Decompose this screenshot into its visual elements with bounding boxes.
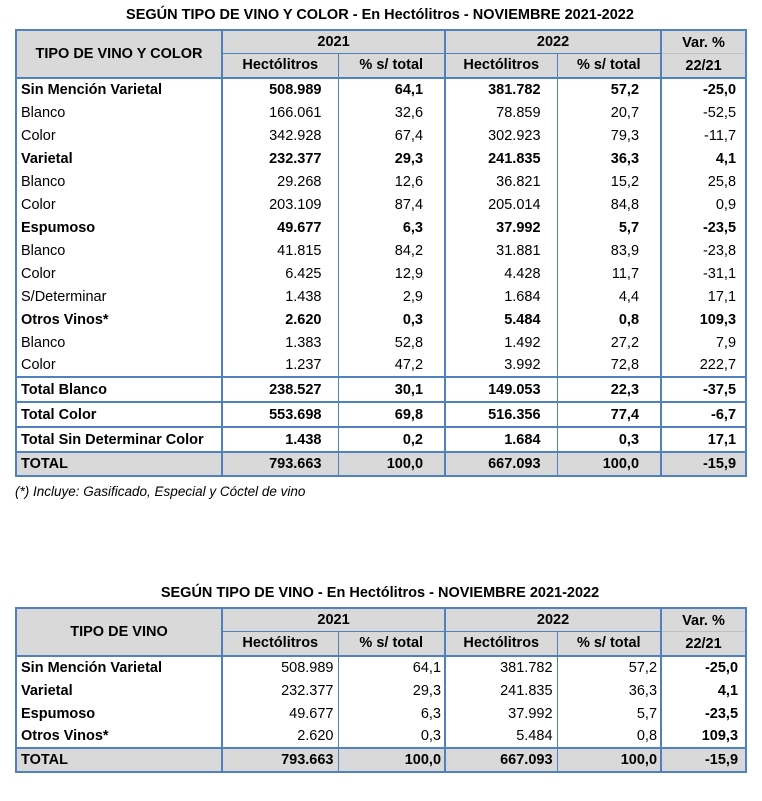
var-pct-cell: -15,9 <box>661 748 746 772</box>
row-label-cell: Blanco <box>16 331 222 354</box>
var-pct-years: 22/21 <box>685 58 722 74</box>
hectolitros-2021-cell: 203.109 <box>222 193 338 216</box>
var-pct-cell: -23,5 <box>704 705 739 722</box>
table-row <box>16 354 746 377</box>
row-label-cell: Espumoso <box>16 702 222 725</box>
table2-header-year-2022: 2022 <box>445 608 661 631</box>
table2-title: SEGÚN TIPO DE VINO - En Hectólitros - NOVIEMBRE 2021-2022 <box>160 585 600 601</box>
table1-header-label: TIPO DE VINO Y COLOR <box>16 30 222 78</box>
hectolitros-2022-cell: 31.881 <box>445 239 557 262</box>
row-label-cell: Sin Mención Varietal <box>16 656 222 679</box>
table-row <box>16 101 746 124</box>
table1-title: SEGÚN TIPO DE VINO Y COLOR - En Hectólitros - NOVIEMBRE 2021-2022 <box>126 7 634 23</box>
var-pct-cell: -6,7 <box>661 402 746 427</box>
pct-total-2022-cell: 84,8 <box>557 193 661 216</box>
table2-subheader-pct-2022: % s/ total <box>557 631 661 656</box>
table1-subheader-hect-2022: Hectólitros <box>445 53 557 78</box>
hectolitros-2021-cell: 1.438 <box>222 427 338 452</box>
pct-total-2022-cell: 36,3 <box>557 679 661 702</box>
pct-total-2021-cell: 30,1 <box>338 377 445 402</box>
pct-total-2022-cell: 36,3 <box>557 147 661 170</box>
row-label-cell: Total Blanco <box>16 377 222 402</box>
var-pct-cell: 25,8 <box>707 173 737 190</box>
pct-total-2022-cell: 100,0 <box>557 748 661 772</box>
hectolitros-2022-cell: 1.492 <box>445 331 557 354</box>
row-label-cell: Varietal <box>16 679 222 702</box>
var-pct-cell: -52,5 <box>702 104 737 121</box>
var-pct-cell: 109,3 <box>701 728 739 744</box>
hectolitros-2021-cell: 793.663 <box>222 748 338 772</box>
pct-total-2021-cell: 69,8 <box>338 402 445 427</box>
row-label-cell: Color <box>16 124 222 147</box>
table-row <box>16 147 746 170</box>
var-pct-label: Var. % <box>662 609 745 632</box>
row-label-cell: Otros Vinos* <box>16 725 222 748</box>
hectolitros-2021-cell: 41.815 <box>222 239 338 262</box>
pct-total-2022-cell: 0,8 <box>557 725 661 748</box>
pct-total-2021-cell: 87,4 <box>338 193 445 216</box>
var-pct-cell: 17,1 <box>707 288 737 305</box>
pct-total-2022-cell: 15,2 <box>557 170 661 193</box>
table-row <box>16 427 746 452</box>
pct-total-2021-cell: 64,1 <box>338 78 445 101</box>
hectolitros-2021-cell: 166.061 <box>222 101 338 124</box>
pct-total-2022-cell: 11,7 <box>557 262 661 285</box>
hectolitros-2022-cell: 4.428 <box>445 262 557 285</box>
pct-total-2021-cell: 6,3 <box>338 702 445 725</box>
hectolitros-2022-cell: 667.093 <box>445 748 557 772</box>
pct-total-2022-cell: 27,2 <box>557 331 661 354</box>
table1-header-year-2022: 2022 <box>445 30 661 53</box>
pct-total-2021-cell: 64,1 <box>338 656 445 679</box>
hectolitros-2022-cell: 5.484 <box>445 308 557 331</box>
hectolitros-2021-cell: 49.677 <box>222 702 338 725</box>
table-row <box>16 702 746 725</box>
table-row <box>16 402 746 427</box>
row-label-cell: Otros Vinos* <box>16 308 222 331</box>
table-row <box>16 679 746 702</box>
var-pct-cell: -23,5 <box>702 219 737 236</box>
hectolitros-2022-cell: 37.992 <box>445 702 557 725</box>
table-row <box>16 124 746 147</box>
row-label-cell: S/Determinar <box>16 285 222 308</box>
pct-total-2021-cell: 6,3 <box>338 216 445 239</box>
hectolitros-2022-cell: 241.835 <box>445 147 557 170</box>
table2-header-year-2021: 2021 <box>222 608 445 631</box>
pct-total-2021-cell: 12,6 <box>338 170 445 193</box>
table2-subheader-hect-2021: Hectólitros <box>222 631 338 656</box>
pct-total-2022-cell: 5,7 <box>557 702 661 725</box>
hectolitros-2021-cell: 508.989 <box>222 78 338 101</box>
var-pct-cell: -25,0 <box>704 660 739 676</box>
hectolitros-2022-cell: 36.821 <box>445 170 557 193</box>
var-pct-cell: 4,1 <box>717 682 739 699</box>
pct-total-2021-cell: 12,9 <box>338 262 445 285</box>
table-row <box>16 170 746 193</box>
table2-subheader-pct-2021: % s/ total <box>338 631 445 656</box>
pct-total-2022-cell: 100,0 <box>557 452 661 476</box>
table1-subheader-pct-2021: % s/ total <box>338 53 445 78</box>
var-pct-cell: -25,0 <box>702 82 737 98</box>
row-label-cell: Sin Mención Varietal <box>16 78 222 101</box>
pct-total-2022-cell: 22,3 <box>557 377 661 402</box>
pct-total-2022-cell: 57,2 <box>557 656 661 679</box>
pct-total-2022-cell: 4,4 <box>557 285 661 308</box>
pct-total-2021-cell: 100,0 <box>338 748 445 772</box>
pct-total-2021-cell: 29,3 <box>338 147 445 170</box>
var-pct-cell: 109,3 <box>699 311 737 328</box>
table-row <box>16 331 746 354</box>
table1-footnote: (*) Incluye: Gasificado, Especial y Cóctel de vino <box>15 484 306 499</box>
table1-header-year-2021: 2021 <box>222 30 445 53</box>
pct-total-2022-cell: 83,9 <box>557 239 661 262</box>
row-label-cell: Blanco <box>16 239 222 262</box>
hectolitros-2021-cell: 6.425 <box>222 262 338 285</box>
row-label-cell: Color <box>16 354 222 377</box>
var-pct-cell: 7,9 <box>715 334 737 351</box>
row-label-cell: TOTAL <box>16 748 222 772</box>
pct-total-2021-cell: 0,2 <box>338 427 445 452</box>
hectolitros-2022-cell: 667.093 <box>445 452 557 476</box>
var-pct-cell: -23,8 <box>702 242 737 259</box>
pct-total-2022-cell: 57,2 <box>557 78 661 101</box>
hectolitros-2022-cell: 3.992 <box>445 354 557 377</box>
var-pct-label: Var. % <box>662 31 745 54</box>
pct-total-2022-cell: 5,7 <box>557 216 661 239</box>
hectolitros-2021-cell: 1.383 <box>222 331 338 354</box>
row-label-cell: Color <box>16 262 222 285</box>
hectolitros-2021-cell: 342.928 <box>222 124 338 147</box>
pct-total-2022-cell: 20,7 <box>557 101 661 124</box>
hectolitros-2021-cell: 2.620 <box>222 725 338 748</box>
table2-header-var-pct <box>661 608 746 656</box>
hectolitros-2021-cell: 1.237 <box>222 354 338 377</box>
table-row <box>16 452 746 476</box>
hectolitros-2021-cell: 793.663 <box>222 452 338 476</box>
table2-body <box>16 656 746 772</box>
pct-total-2021-cell: 29,3 <box>338 679 445 702</box>
row-label-cell: Blanco <box>16 170 222 193</box>
table-row <box>16 748 746 772</box>
hectolitros-2022-cell: 381.782 <box>445 656 557 679</box>
hectolitros-2022-cell: 5.484 <box>445 725 557 748</box>
table-row <box>16 216 746 239</box>
table-row <box>16 193 746 216</box>
pct-total-2021-cell: 100,0 <box>338 452 445 476</box>
table-row <box>16 285 746 308</box>
hectolitros-2022-cell: 241.835 <box>445 679 557 702</box>
row-label-cell: Blanco <box>16 101 222 124</box>
table-row <box>16 725 746 748</box>
table1-header-var-pct <box>661 30 746 78</box>
pct-total-2021-cell: 84,2 <box>338 239 445 262</box>
hectolitros-2022-cell: 381.782 <box>445 78 557 101</box>
row-label-cell: TOTAL <box>16 452 222 476</box>
hectolitros-2021-cell: 553.698 <box>222 402 338 427</box>
hectolitros-2021-cell: 232.377 <box>222 147 338 170</box>
table1-subheader-hect-2021: Hectólitros <box>222 53 338 78</box>
var-pct-cell: -15,9 <box>661 452 746 476</box>
var-pct-cell: -37,5 <box>661 377 746 402</box>
var-pct-cell: 222,7 <box>699 357 737 373</box>
pct-total-2022-cell: 77,4 <box>557 402 661 427</box>
row-label-cell: Total Color <box>16 402 222 427</box>
hectolitros-2022-cell: 516.356 <box>445 402 557 427</box>
table1-subheader-pct-2022: % s/ total <box>557 53 661 78</box>
pct-total-2021-cell: 32,6 <box>338 101 445 124</box>
hectolitros-2021-cell: 232.377 <box>222 679 338 702</box>
hectolitros-2022-cell: 1.684 <box>445 427 557 452</box>
var-pct-cell: 17,1 <box>661 427 746 452</box>
var-pct-years: 22/21 <box>685 636 722 652</box>
pct-total-2022-cell: 72,8 <box>557 354 661 377</box>
hectolitros-2022-cell: 78.859 <box>445 101 557 124</box>
pct-total-2021-cell: 0,3 <box>338 308 445 331</box>
row-label-cell: Varietal <box>16 147 222 170</box>
row-label-cell: Color <box>16 193 222 216</box>
wine-type-color-table <box>15 29 747 477</box>
pct-total-2021-cell: 47,2 <box>338 354 445 377</box>
pct-total-2022-cell: 79,3 <box>557 124 661 147</box>
hectolitros-2021-cell: 1.438 <box>222 285 338 308</box>
pct-total-2022-cell: 0,3 <box>557 427 661 452</box>
row-label-cell: Total Sin Determinar Color <box>16 427 222 452</box>
hectolitros-2021-cell: 2.620 <box>222 308 338 331</box>
hectolitros-2021-cell: 238.527 <box>222 377 338 402</box>
hectolitros-2022-cell: 149.053 <box>445 377 557 402</box>
wine-type-table <box>15 607 747 773</box>
table-row <box>16 239 746 262</box>
table2-subheader-hect-2022: Hectólitros <box>445 631 557 656</box>
hectolitros-2021-cell: 49.677 <box>222 216 338 239</box>
hectolitros-2021-cell: 508.989 <box>222 656 338 679</box>
table-row <box>16 656 746 679</box>
pct-total-2021-cell: 2,9 <box>338 285 445 308</box>
var-pct-cell: 4,1 <box>715 150 737 167</box>
hectolitros-2022-cell: 302.923 <box>445 124 557 147</box>
hectolitros-2022-cell: 37.992 <box>445 216 557 239</box>
hectolitros-2022-cell: 1.684 <box>445 285 557 308</box>
table2-header-label: TIPO DE VINO <box>16 608 222 656</box>
table2-header <box>16 608 746 656</box>
pct-total-2021-cell: 0,3 <box>338 725 445 748</box>
hectolitros-2022-cell: 205.014 <box>445 193 557 216</box>
var-pct-cell: 0,9 <box>715 196 737 213</box>
table-row <box>16 78 746 101</box>
table1-body <box>16 78 746 476</box>
pct-total-2022-cell: 0,8 <box>557 308 661 331</box>
table-row <box>16 262 746 285</box>
hectolitros-2021-cell: 29.268 <box>222 170 338 193</box>
var-pct-cell: -11,7 <box>704 127 737 144</box>
pct-total-2021-cell: 67,4 <box>338 124 445 147</box>
pct-total-2021-cell: 52,8 <box>338 331 445 354</box>
table-row <box>16 377 746 402</box>
table1-header <box>16 30 746 78</box>
var-pct-cell: -31,1 <box>702 265 737 282</box>
table-row <box>16 308 746 331</box>
row-label-cell: Espumoso <box>16 216 222 239</box>
